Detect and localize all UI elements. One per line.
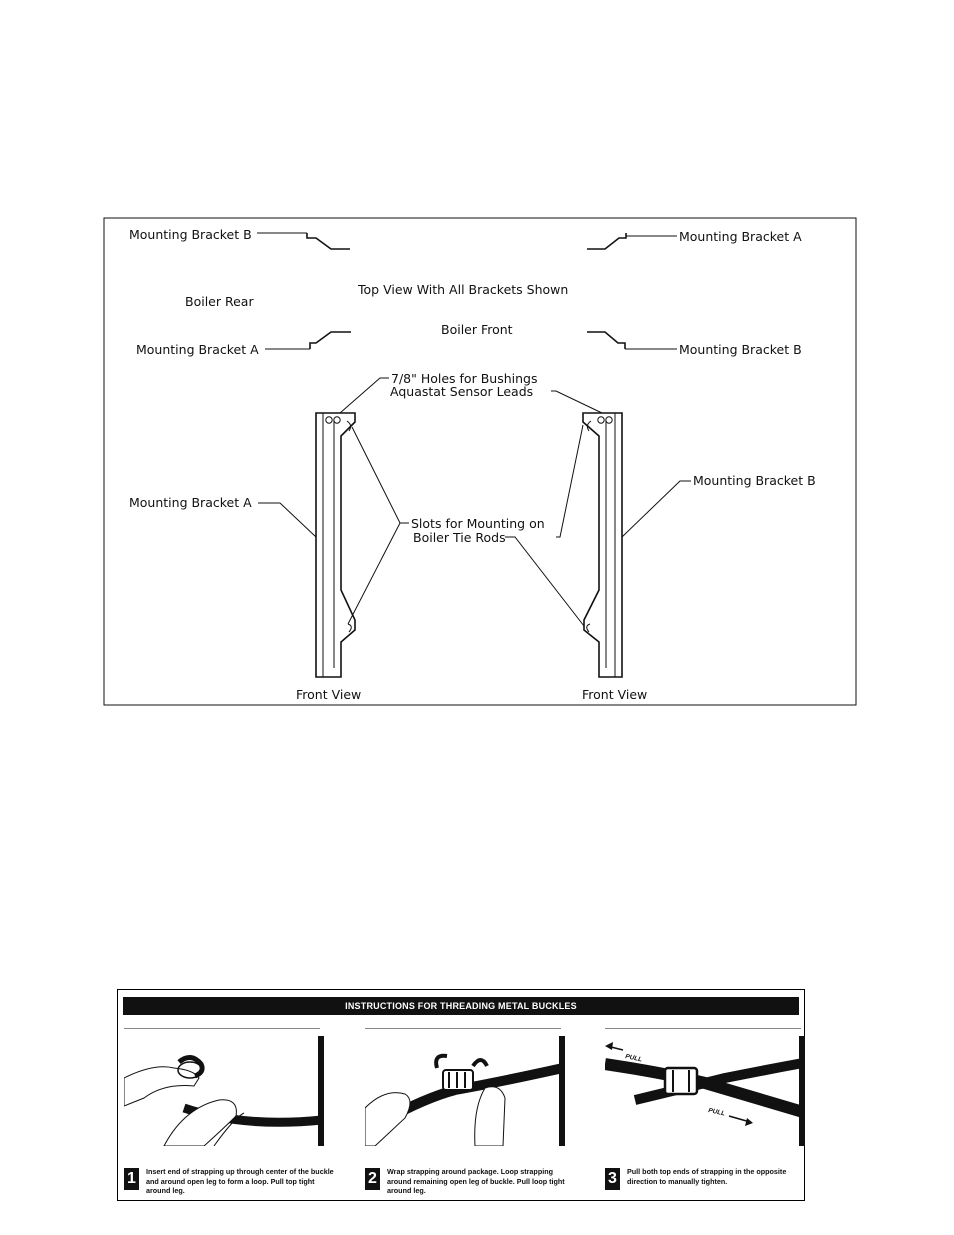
label-holes-line1: 7/8" Holes for Bushings [391, 371, 538, 386]
step-2-text: Wrap strapping around package. Loop strapping around remaining open leg of buckle. Pull loop tight around leg. [387, 1167, 565, 1195]
step-2-illustration [365, 1028, 565, 1146]
step-3-number: 3 [605, 1168, 620, 1190]
step-1-illustration [124, 1028, 324, 1146]
label-top-right-bracket-a: Mounting Bracket A [679, 229, 802, 244]
buckle-instructions-panel [117, 989, 805, 1201]
buckle-instructions-title: INSTRUCTIONS FOR THREADING METAL BUCKLES [123, 997, 799, 1015]
label-top-view-title: Top View With All Brackets Shown [358, 282, 569, 297]
front-view-bracket-b [583, 413, 622, 677]
top-view-bracket-b-bottom-right [587, 332, 625, 349]
label-front-bracket-b: Mounting Bracket B [693, 473, 816, 488]
pull-label-left: PULL [624, 1053, 643, 1064]
step-3-illustration [605, 1028, 805, 1146]
label-top-left-bracket-b: Mounting Bracket B [129, 227, 252, 242]
label-slots-line2: Boiler Tie Rods [413, 530, 506, 545]
step-1-number: 1 [124, 1168, 139, 1190]
top-view-bracket-a-bottom-left [310, 332, 351, 349]
label-front-bracket-a: Mounting Bracket A [129, 495, 252, 510]
step-2-number: 2 [365, 1168, 380, 1190]
top-view-bracket-a-top-right [587, 233, 626, 249]
label-slots-line1: Slots for Mounting on [411, 516, 545, 531]
pull-label-right: PULL [707, 1107, 726, 1118]
step-3-text: Pull both top ends of strapping in the opposite direction to manually tighten. [627, 1167, 787, 1186]
label-mid-left-bracket-a: Mounting Bracket A [136, 342, 259, 357]
label-holes-line2: Aquastat Sensor Leads [390, 384, 534, 399]
step-1-text: Insert end of strapping up through center of the buckle and around open leg to form a loop. Pull top tight around leg. [146, 1167, 334, 1195]
label-front-view-left: Front View [296, 687, 362, 702]
label-boiler-front: Boiler Front [441, 322, 513, 337]
front-view-bracket-a [316, 413, 355, 677]
top-view-bracket-b-top-left [307, 233, 350, 249]
label-mid-right-bracket-b: Mounting Bracket B [679, 342, 802, 357]
label-boiler-rear: Boiler Rear [185, 294, 254, 309]
label-front-view-right: Front View [582, 687, 648, 702]
